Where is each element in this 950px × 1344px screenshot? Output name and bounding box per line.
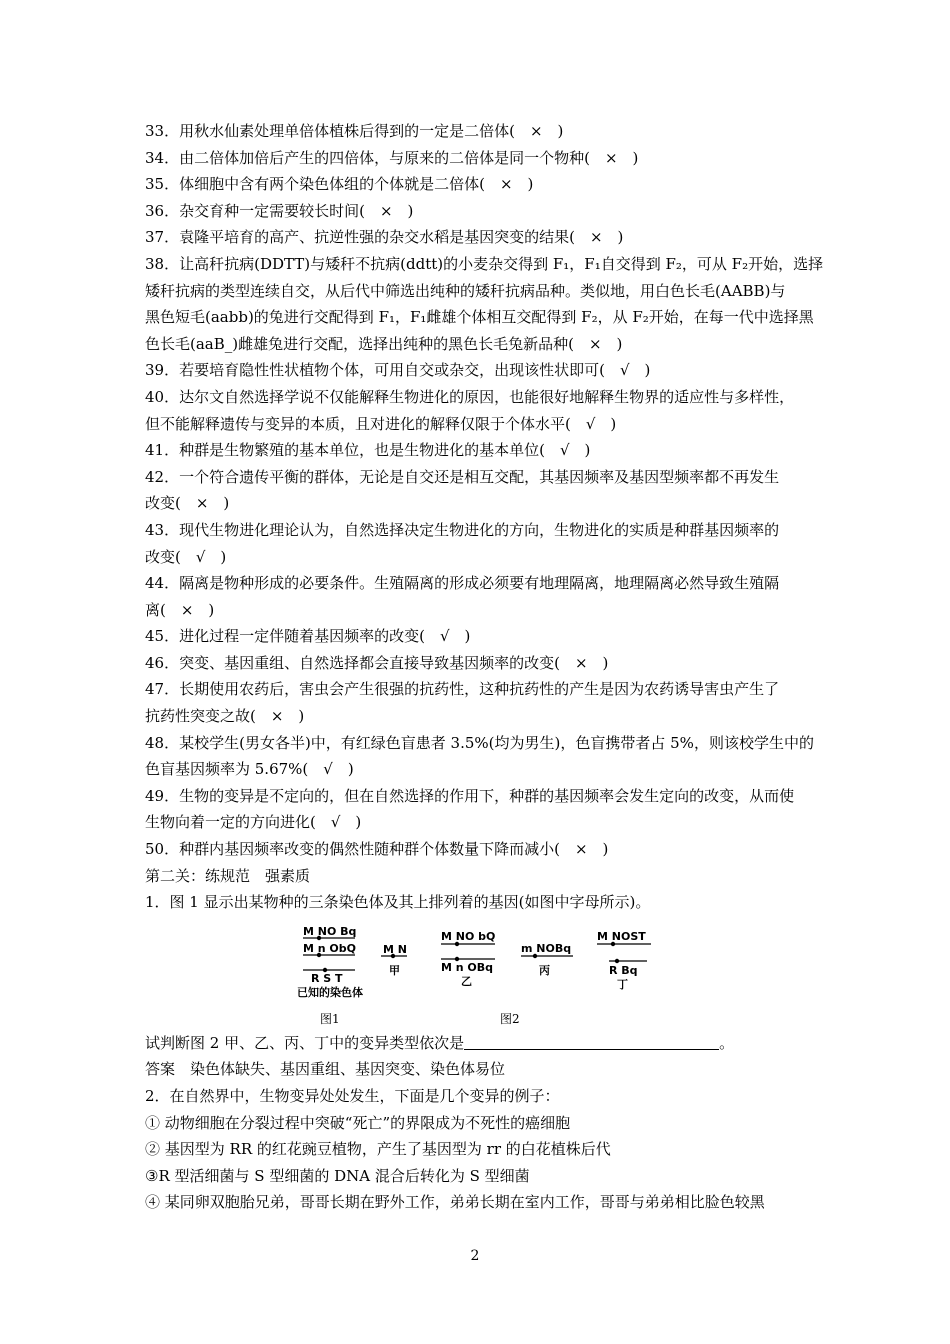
- ding-top-genes: M NOST: [597, 929, 646, 943]
- question-2-list: [145, 1083, 817, 1216]
- statement-line: 抗药性突变之故( × ): [145, 707, 305, 726]
- question-line: ③R 型活细菌与 S 型细菌的 DNA 混合后转化为 S 型细菌: [145, 1166, 530, 1185]
- statement-line: 44．隔离是物种形成的必要条件。生殖隔离的形成必须要有地理隔离，地理隔离必然导致生殖隔: [145, 574, 780, 593]
- statement-line: 黑色短毛(aabb)的兔进行交配得到 F₁，F₁雌雄个体相互交配得到 F₂，从 F₂开始，在每一代中选择黑: [145, 308, 814, 327]
- fig1-chr2-genes: M n ObQ: [303, 941, 357, 955]
- answer-line: [145, 1056, 817, 1083]
- statement-line: 第二关：练规范 强素质: [145, 866, 311, 885]
- fig1-chr3-genes: R S T: [311, 971, 343, 985]
- statement-line: 矮秆抗病的类型连续自交，从后代中筛选出纯种的矮秆抗病品种。类似地，用白色长毛(AABB)与: [145, 281, 786, 300]
- yi-top-genes: M NO bQ: [441, 929, 496, 943]
- statement-line: 43．现代生物进化理论认为，自然选择决定生物进化的方向，生物进化的实质是种群基因频率的: [145, 520, 780, 539]
- question-line: ② 基因型为 RR 的红花豌豆植物，产生了基因型为 rr 的白花植株后代: [145, 1140, 611, 1159]
- answer-label: 答案: [145, 1060, 176, 1079]
- jia-label: 甲: [389, 963, 400, 977]
- chromosome-figure: [145, 924, 817, 1006]
- statement-line: 49．生物的变异是不定向的，但在自然选择的作用下，种群的基因频率会发生定向的改变，从而使: [145, 786, 795, 805]
- page-number: 2: [470, 1248, 480, 1264]
- jia-genes: M N: [383, 942, 407, 956]
- fig2-title: 图2: [500, 1011, 520, 1026]
- question-line: ① 动物细胞在分裂过程中突破“死亡”的界限成为不死性的癌细胞: [145, 1113, 571, 1132]
- statement-line: 33．用秋水仙素处理单倍体植株后得到的一定是二倍体( × ): [145, 122, 564, 140]
- statement-line: 37．袁隆平培育的高产、抗逆性强的杂交水稻是基因突变的结果( × ): [145, 228, 624, 247]
- question-end: 。: [719, 1033, 735, 1052]
- figure-titles: [145, 1006, 817, 1026]
- statement-line: 离( × ): [145, 600, 215, 619]
- bing-genes: m NOBq: [521, 941, 572, 955]
- statements-list: [145, 118, 824, 916]
- question-line: [145, 1030, 817, 1057]
- ding-label: 丁: [617, 977, 628, 991]
- statement-line: 但不能解释遗传与变异的本质，且对进化的解释仅限于个体水平( √ ): [145, 414, 617, 433]
- statement-line: 色长毛(aaB_)雌雄兔进行交配，选择出纯种的黑色长毛兔新品种( × ): [145, 334, 623, 353]
- statement-line: 47．长期使用农药后，害虫会产生很强的抗药性，这种抗药性的产生是因为农药诱导害虫产生了: [145, 680, 780, 699]
- statement-line: 34．由二倍体加倍后产生的四倍体，与原来的二倍体是同一个物种( × ): [145, 148, 639, 167]
- bing-label: 丙: [539, 963, 550, 977]
- statement-line: 42．一个符合遗传平衡的群体，无论是自交还是相互交配，其基因频率及基因型频率都不再发生: [145, 467, 780, 486]
- answer-blank[interactable]: [464, 1033, 719, 1050]
- statement-line: 41．种群是生物繁殖的基本单位，也是生物进化的基本单位( √ ): [145, 441, 591, 460]
- statement-line: 改变( √ ): [145, 547, 227, 566]
- question-line: 2．在自然界中，生物变异处处发生，下面是几个变异的例子：: [145, 1087, 560, 1105]
- statement-line: 38．让高秆抗病(DDTT)与矮秆不抗病(ddtt)的小麦杂交得到 F₁，F₁自交得到 F₂，可从 F₂开始，选择: [145, 254, 824, 273]
- statement-line: 1．图 1 显示出某物种的三条染色体及其上排列着的基因(如图中字母所示)。: [145, 893, 651, 912]
- statement-line: 45．进化过程一定伴随着基因频率的改变( √ ): [145, 627, 471, 646]
- fig1-title: 图1: [320, 1011, 340, 1026]
- question-prompt: 试判断图 2 甲、乙、丙、丁中的变异类型依次是: [145, 1033, 465, 1052]
- statement-line: 生物向着一定的方向进化( √ ): [145, 813, 362, 832]
- statement-line: 40．达尔文自然选择学说不仅能解释生物进化的原因，也能很好地解释生物界的适应性与多样性，: [145, 387, 795, 406]
- statement-line: 35．体细胞中含有两个染色体组的个体就是二倍体( × ): [145, 175, 534, 194]
- chromosome-diagram: [295, 924, 675, 1006]
- yi-label: 乙: [461, 974, 472, 988]
- statement-line: 36．杂交育种一定需要较长时间( × ): [145, 201, 414, 220]
- fig1-chr1-genes: M NO Bq: [303, 924, 357, 938]
- statement-line: 色盲基因频率为 5.67%( √ ): [145, 760, 354, 779]
- statement-line: 39．若要培育隐性性状植物个体，可用自交或杂交，出现该性状即可( √ ): [145, 361, 651, 380]
- page-content: [145, 118, 824, 1216]
- statement-line: 48．某校学生(男女各半)中，有红绿色盲患者 3.5%(均为男生)，色盲携带者占 5%，则该校学生中的: [145, 733, 814, 752]
- ding-bottom-genes: R Bq: [609, 963, 638, 977]
- fig1-caption: 已知的染色体: [297, 985, 363, 999]
- statement-line: 50．种群内基因频率改变的偶然性随种群个体数量下降而减小( × ): [145, 840, 609, 859]
- answer-text: 染色体缺失、基因重组、基因突变、染色体易位: [175, 1060, 506, 1079]
- statement-line: 改变( × ): [145, 494, 230, 513]
- statement-line: 46．突变、基因重组、自然选择都会直接导致基因频率的改变( × ): [145, 653, 609, 672]
- yi-bottom-genes: M n OBq: [441, 960, 494, 974]
- question-line: ④ 某同卵双胞胎兄弟，哥哥长期在野外工作，弟弟长期在室内工作，哥哥与弟弟相比脸色较黑: [145, 1193, 765, 1212]
